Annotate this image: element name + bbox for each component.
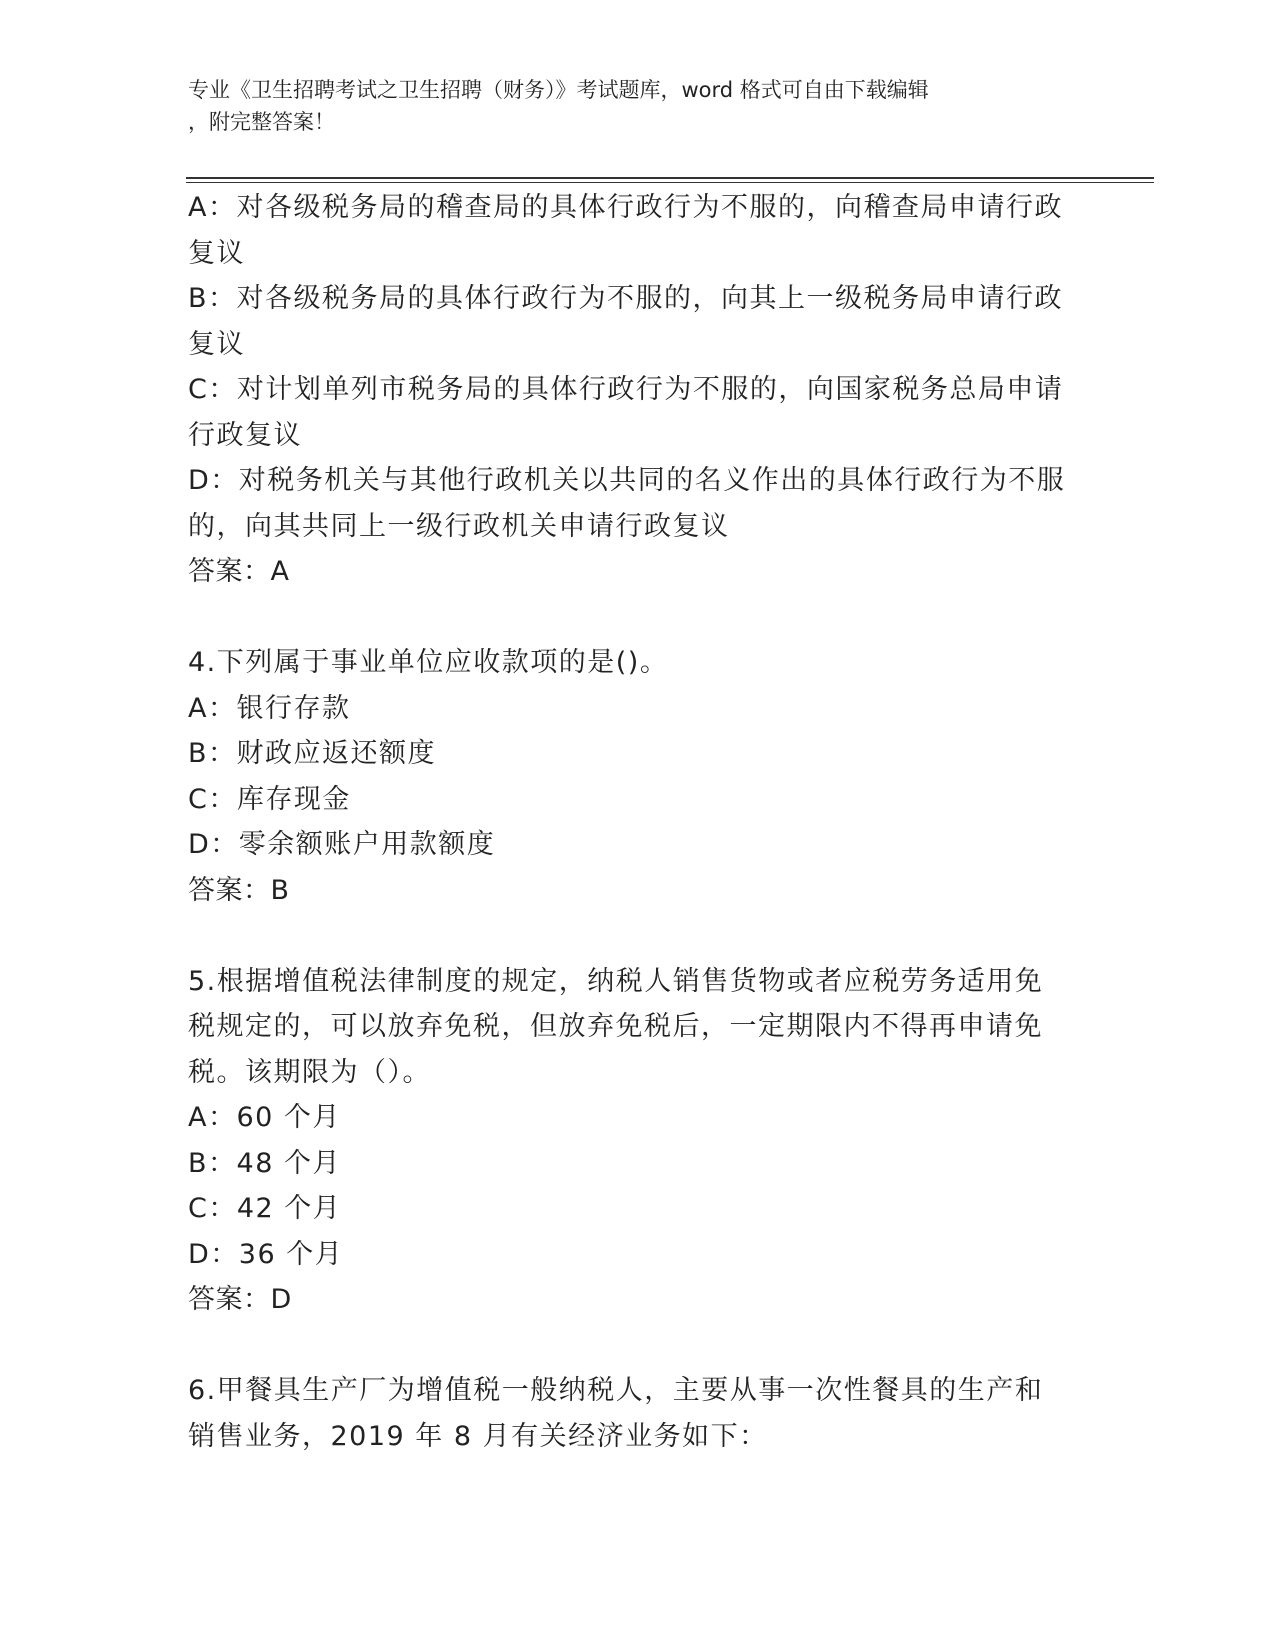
- q3-option-b-line-1: B：对各级税务局的具体行政行为不服的，向其上一级税务局申请行政: [188, 283, 1064, 314]
- q5-stem-line-3: 税。该期限为（）。: [188, 1056, 431, 1088]
- q3-option-c-line-2: 行政复议: [188, 419, 302, 451]
- document-header: [188, 74, 1068, 138]
- q5-option-d: D：36 个月: [188, 1238, 344, 1270]
- spacer: [188, 1323, 1088, 1369]
- q3-option-a-line-1: A：对各级税务局的稽查局的具体行政行为不服的，向稽查局申请行政: [188, 192, 1063, 223]
- spacer: [188, 913, 1088, 959]
- spacer: [188, 595, 1088, 641]
- q6-stem-line-2: 销售业务，2019 年 8 月有关经济业务如下：: [188, 1420, 768, 1452]
- q5-answer: 答案：D: [188, 1284, 292, 1315]
- q3-option-d-line-2: 的，向其共同上一级行政机关申请行政复议: [188, 510, 730, 542]
- q4-option-c: C：库存现金: [188, 783, 351, 815]
- q4-stem: 4.下列属于事业单位应收款项的是()。: [188, 647, 669, 678]
- question-5-block: [188, 959, 1088, 1323]
- q3-option-c-line-1: C：对计划单列市税务局的具体行政行为不服的，向国家税务总局申请: [188, 374, 1064, 405]
- q3-option-b-line-2: 复议: [188, 328, 245, 360]
- question-4-block: [188, 640, 1088, 913]
- q3-answer: 答案：A: [188, 556, 290, 587]
- q4-option-b: B：财政应返还额度: [188, 738, 437, 769]
- q4-option-d: D：零余额账户用款额度: [188, 829, 496, 860]
- q3-option-a-line-2: 复议: [188, 237, 245, 269]
- q6-stem-line-1: 6.甲餐具生产厂为增值税一般纳税人，主要从事一次性餐具的生产和: [188, 1375, 1044, 1406]
- header-line-2: ，附完整答案！: [188, 110, 335, 134]
- q5-stem-line-2: 税规定的，可以放弃免税，但放弃免税后，一定期限内不得再申请免: [188, 1011, 1043, 1042]
- header-line-1: 专业《卫生招聘考试之卫生招聘（财务）》考试题库，word 格式可自由下载编辑: [188, 78, 929, 102]
- q4-answer: 答案：B: [188, 874, 290, 906]
- q3-option-d-line-1: D：对税务机关与其他行政机关以共同的名义作出的具体行政行为不服: [188, 465, 1066, 496]
- q5-option-b: B：48 个月: [188, 1147, 341, 1179]
- question-3-block: [188, 185, 1088, 595]
- question-6-block: [188, 1368, 1088, 1459]
- header-divider-thin: [186, 182, 1154, 183]
- header-divider-thick: [186, 177, 1154, 179]
- q5-option-a: A：60 个月: [188, 1102, 341, 1133]
- q4-option-a: A：银行存款: [188, 692, 351, 724]
- q5-stem-line-1: 5.根据增值税法律制度的规定，纳税人销售货物或者应税劳务适用免: [188, 965, 1044, 997]
- q5-option-c: C：42 个月: [188, 1193, 342, 1224]
- question-content: [188, 185, 1088, 1459]
